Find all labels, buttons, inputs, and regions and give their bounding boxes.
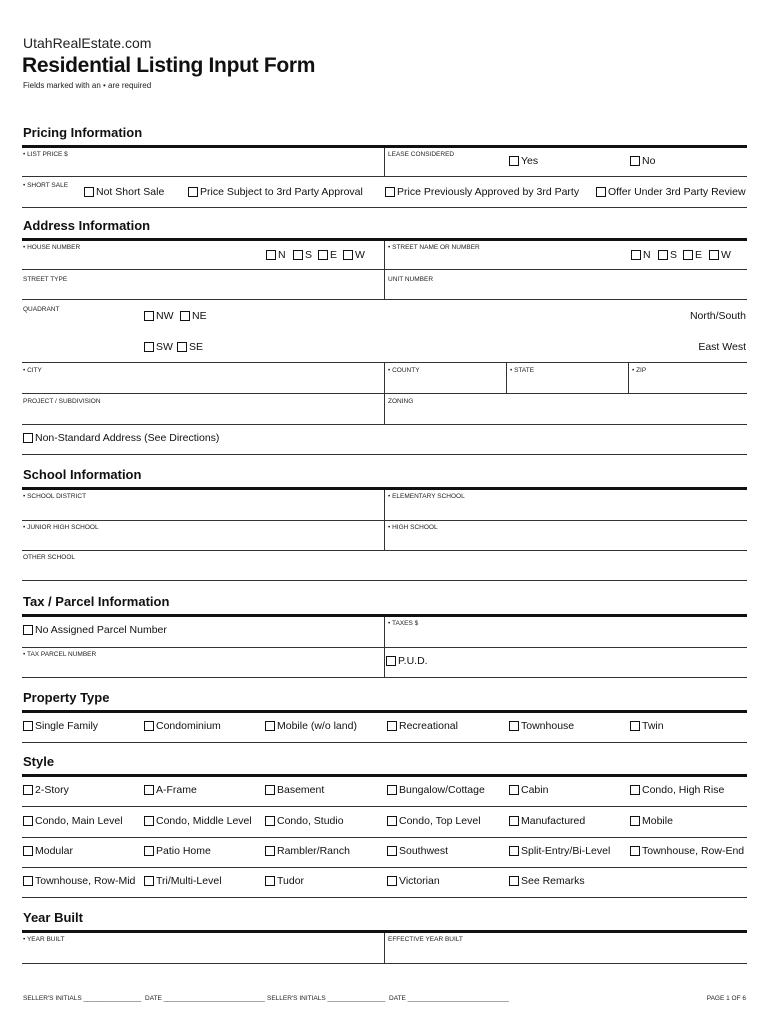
- effective-year-label: EFFECTIVE YEAR BUILT: [388, 936, 463, 943]
- seller-initials-1: SELLER'S INITIALS ________________: [23, 995, 142, 1002]
- style-label: A-Frame: [156, 784, 197, 796]
- dir-label: S: [305, 249, 313, 261]
- property-type-heading: Property Type: [23, 690, 110, 705]
- style-checkbox[interactable]: [144, 875, 222, 887]
- house-dir-n-checkbox[interactable]: [266, 249, 286, 261]
- divider: [22, 867, 747, 868]
- style-checkbox[interactable]: [265, 845, 350, 857]
- pt-checkbox-mobile[interactable]: [265, 720, 357, 732]
- elementary-label: • ELEMENTARY SCHOOL: [388, 493, 465, 500]
- style-checkbox[interactable]: [23, 815, 123, 827]
- style-label: Condo, Studio: [277, 815, 344, 827]
- divider: [384, 521, 385, 550]
- street-type-label: STREET TYPE: [23, 276, 68, 283]
- style-label: Victorian: [399, 875, 440, 887]
- taxes-label: • TAXES $: [388, 620, 419, 627]
- date-2: DATE ____________________________: [389, 995, 509, 1002]
- divider: [22, 299, 747, 300]
- lease-no-label: No: [642, 155, 656, 167]
- style-heading: Style: [23, 754, 55, 769]
- divider: [22, 774, 747, 777]
- style-label: Rambler/Ranch: [277, 845, 350, 857]
- price-subject-label: Price Subject to 3rd Party Approval: [200, 186, 363, 198]
- style-checkbox[interactable]: [387, 875, 440, 887]
- seller-initials-2: SELLER'S INITIALS ________________: [267, 995, 386, 1002]
- street-dir-n-checkbox[interactable]: [631, 249, 651, 261]
- nonstandard-label: Non-Standard Address (See Directions): [35, 432, 220, 444]
- style-checkbox[interactable]: [387, 784, 485, 796]
- junior-high-label: • JUNIOR HIGH SCHOOL: [23, 524, 99, 531]
- pud-checkbox[interactable]: [386, 655, 428, 667]
- style-label: Tri/Multi-Level: [156, 875, 222, 887]
- ne-label: NE: [192, 310, 207, 322]
- year-built-heading: Year Built: [23, 910, 83, 925]
- site-name: UtahRealEstate.com: [23, 35, 152, 51]
- tax-parcel-label: • TAX PARCEL NUMBER: [23, 651, 97, 658]
- school-district-label: • SCHOOL DISTRICT: [23, 493, 87, 500]
- style-label: Modular: [35, 845, 73, 857]
- style-label: Townhouse, Row-Mid: [35, 875, 136, 887]
- style-checkbox[interactable]: [630, 784, 724, 796]
- dir-label: E: [330, 249, 338, 261]
- street-dir-s-checkbox[interactable]: [658, 249, 677, 261]
- divider: [22, 806, 747, 807]
- divider: [384, 490, 385, 520]
- pt-checkbox-condominium[interactable]: [144, 720, 221, 732]
- style-checkbox[interactable]: [144, 815, 252, 827]
- style-checkbox[interactable]: [265, 815, 344, 827]
- style-checkbox[interactable]: [630, 815, 673, 827]
- unit-number-label: UNIT NUMBER: [388, 276, 434, 283]
- divider: [22, 897, 747, 898]
- pt-label: Condominium: [156, 720, 221, 732]
- divider: [22, 176, 747, 177]
- street-dir-w-checkbox[interactable]: [709, 249, 731, 261]
- style-label: Mobile: [642, 815, 673, 827]
- style-label: Patio Home: [156, 845, 211, 857]
- page-number: PAGE 1 OF 6: [706, 995, 746, 1002]
- style-label: See Remarks: [521, 875, 585, 887]
- zip-label: • ZIP: [632, 367, 647, 374]
- style-label: Tudor: [277, 875, 305, 887]
- house-dir-s-checkbox[interactable]: [293, 249, 312, 261]
- price-approved-checkbox[interactable]: [385, 186, 579, 198]
- style-label: Split-Entry/Bi-Level: [521, 845, 611, 857]
- street-dir-e-checkbox[interactable]: [683, 249, 702, 261]
- style-checkbox[interactable]: [23, 875, 135, 887]
- project-label: PROJECT / SUBDIVISION: [23, 398, 101, 405]
- pt-checkbox-twin[interactable]: [630, 720, 664, 732]
- price-subject-checkbox[interactable]: [188, 186, 363, 198]
- state-label: • STATE: [510, 367, 535, 374]
- style-checkbox[interactable]: [23, 845, 73, 857]
- other-school-label: OTHER SCHOOL: [23, 554, 76, 561]
- style-checkbox[interactable]: [509, 845, 610, 857]
- se-label: SE: [189, 341, 204, 353]
- pricing-heading: Pricing Information: [23, 125, 143, 140]
- divider: [628, 363, 629, 393]
- pt-checkbox-recreational[interactable]: [387, 720, 458, 732]
- short-sale-label: • SHORT SALE: [23, 182, 69, 189]
- style-checkbox[interactable]: [144, 784, 197, 796]
- lease-label: LEASE CONSIDERED: [388, 151, 455, 158]
- style-checkbox[interactable]: [265, 784, 324, 796]
- style-checkbox[interactable]: [509, 875, 585, 887]
- lease-yes-checkbox[interactable]: [509, 155, 538, 167]
- dir-label: N: [278, 249, 286, 261]
- not-short-sale-label: Not Short Sale: [96, 186, 165, 198]
- divider: [22, 647, 747, 648]
- quadrant-sw-checkbox[interactable]: [144, 341, 173, 353]
- style-checkbox[interactable]: [265, 875, 304, 887]
- style-label: Bungalow/Cottage: [399, 784, 485, 796]
- divider: [22, 742, 747, 743]
- style-label: Basement: [277, 784, 325, 796]
- divider: [22, 550, 747, 551]
- north-south-text: North/South: [689, 310, 746, 322]
- offer-under-review-checkbox[interactable]: [596, 186, 746, 198]
- dir-label: S: [670, 249, 678, 261]
- divider: [384, 933, 385, 963]
- no-parcel-label: No Assigned Parcel Number: [35, 624, 167, 636]
- style-checkbox[interactable]: [23, 784, 69, 796]
- divider: [22, 424, 747, 425]
- style-label: Condo, High Rise: [642, 784, 725, 796]
- style-label: Condo, Middle Level: [156, 815, 252, 827]
- style-label: 2-Story: [35, 784, 69, 796]
- page-title: Residential Listing Input Form: [22, 54, 316, 77]
- divider: [22, 710, 747, 713]
- tax-heading: Tax / Parcel Information: [23, 594, 170, 609]
- divider: [22, 677, 747, 678]
- divider: [384, 363, 385, 393]
- quadrant-se-checkbox[interactable]: [177, 341, 203, 353]
- no-parcel-checkbox[interactable]: [23, 624, 167, 636]
- quadrant-nw-checkbox[interactable]: [144, 310, 174, 322]
- required-note: Fields marked with an • are required: [23, 81, 152, 90]
- style-checkbox[interactable]: [387, 815, 481, 827]
- style-checkbox[interactable]: [509, 784, 548, 796]
- not-short-sale-checkbox[interactable]: [84, 186, 164, 198]
- style-label: Manufactured: [521, 815, 586, 827]
- lease-yes-label: Yes: [521, 155, 539, 167]
- date-1: DATE ____________________________: [145, 995, 265, 1002]
- divider: [22, 207, 747, 208]
- pt-label: Recreational: [399, 720, 458, 732]
- nonstandard-address-checkbox[interactable]: [23, 432, 219, 444]
- sw-label: SW: [156, 341, 173, 353]
- year-built-label: • YEAR BUILT: [23, 936, 65, 943]
- house-dir-e-checkbox[interactable]: [318, 249, 337, 261]
- house-dir-w-checkbox[interactable]: [343, 249, 365, 261]
- divider: [22, 454, 747, 455]
- style-checkbox[interactable]: [387, 845, 448, 857]
- pt-label: Mobile (w/o land): [277, 720, 357, 732]
- county-label: • COUNTY: [388, 367, 420, 374]
- quadrant-ne-checkbox[interactable]: [180, 310, 207, 322]
- house-number-label: • HOUSE NUMBER: [23, 244, 81, 251]
- pud-label: P.U.D.: [398, 655, 428, 667]
- pt-checkbox-single-family[interactable]: [23, 720, 98, 732]
- style-checkbox[interactable]: [630, 845, 744, 857]
- dir-label: E: [695, 249, 703, 261]
- street-name-label: • STREET NAME OR NUMBER: [388, 244, 480, 251]
- divider: [22, 963, 747, 964]
- dir-label: W: [721, 249, 731, 261]
- high-school-label: • HIGH SCHOOL: [388, 524, 438, 531]
- pt-label: Single Family: [35, 720, 99, 732]
- divider: [384, 270, 385, 299]
- pt-label: Twin: [642, 720, 664, 732]
- divider: [384, 394, 385, 424]
- divider: [22, 580, 747, 581]
- dir-label: N: [643, 249, 651, 261]
- school-heading: School Information: [23, 467, 142, 482]
- pt-label: Townhouse: [521, 720, 575, 732]
- quadrant-label: QUADRANT: [23, 306, 60, 313]
- divider: [384, 148, 385, 176]
- style-label: Cabin: [521, 784, 549, 796]
- zoning-label: ZONING: [388, 398, 414, 405]
- city-label: • CITY: [23, 367, 42, 374]
- style-label: Condo, Top Level: [399, 815, 481, 827]
- dir-label: W: [355, 249, 365, 261]
- style-label: Southwest: [399, 845, 449, 857]
- divider: [22, 837, 747, 838]
- pt-checkbox-townhouse[interactable]: [509, 720, 574, 732]
- list-price-label: • LIST PRICE $: [23, 151, 68, 158]
- style-checkbox[interactable]: [144, 845, 211, 857]
- style-checkbox[interactable]: [509, 815, 585, 827]
- address-heading: Address Information: [23, 218, 151, 233]
- price-approved-label: Price Previously Approved by 3rd Party: [397, 186, 580, 198]
- offer-under-review-label: Offer Under 3rd Party Review: [608, 186, 746, 198]
- style-label: Townhouse, Row-End: [642, 845, 745, 857]
- divider: [506, 363, 507, 393]
- style-label: Condo, Main Level: [35, 815, 123, 827]
- lease-no-checkbox[interactable]: [630, 155, 655, 167]
- east-west-text: East West: [698, 341, 746, 353]
- nw-label: NW: [156, 310, 174, 322]
- divider: [384, 241, 385, 269]
